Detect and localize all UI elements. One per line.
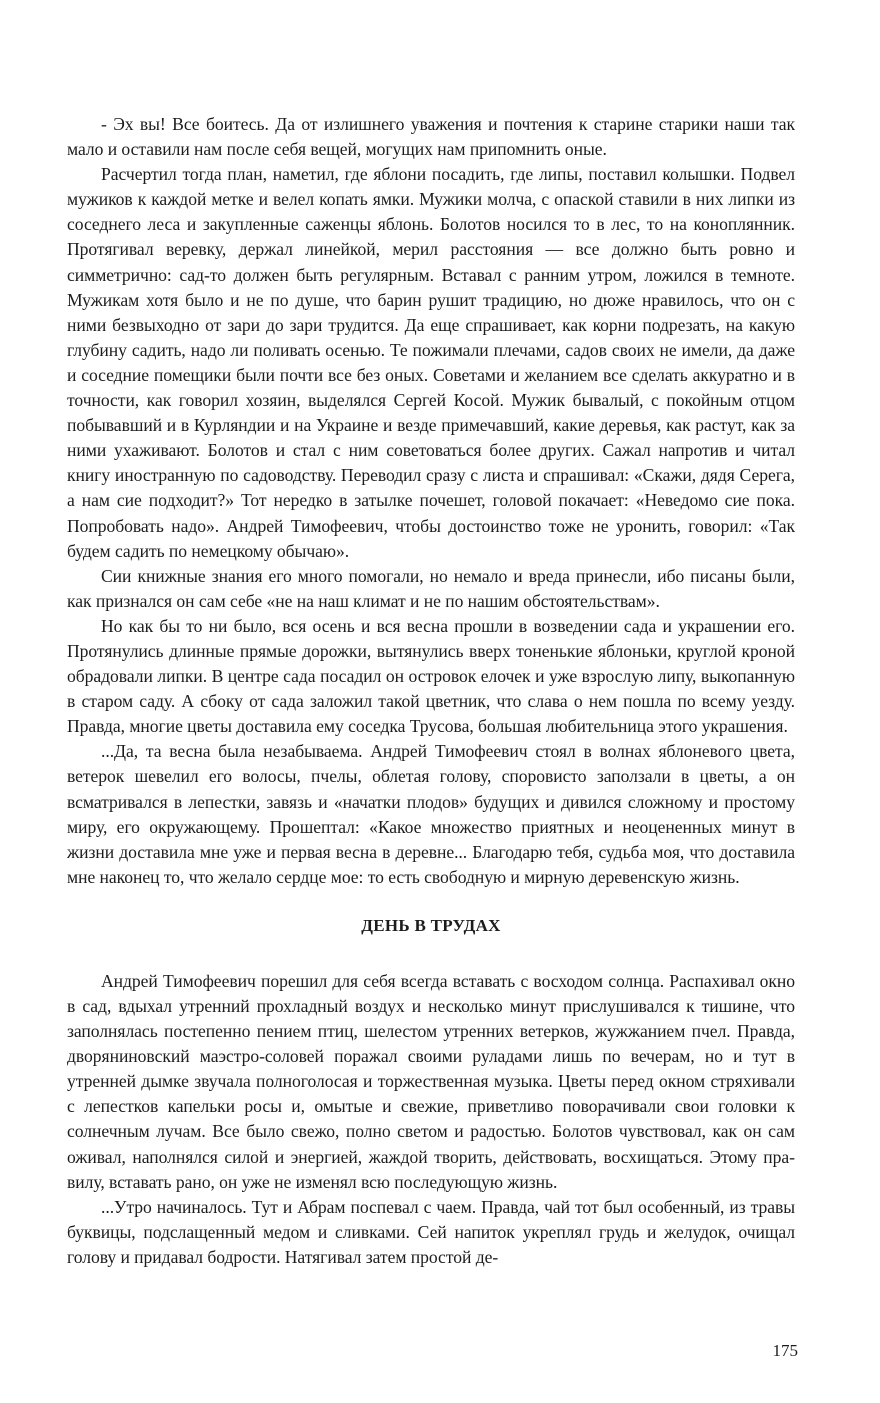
paragraph: Сии книжные знания его много помогали, но немало и вреда принесли, ибо писаны были, как признался он сам себе «не на наш климат и не по нашим обстоятельствам». (67, 565, 795, 611)
paragraph: ...Утро начиналось. Тут и Абрам поспевал с чаем. Правда, чай тот был особенный, из травы буквицы, подслащенный медом и сливками. Сей напиток укреплял грудь и желудок, очищал голову и придавал бодрости. Натягивал затем простой де- (67, 1196, 795, 1267)
paragraph: Расчертил тогда план, наметил, где яблони посадить, где липы, поставил колышки. Подвел мужиков к каждой метке и велел копать ямки. Мужики молча, с опаской ставили в них липки из соседнего леса и закупленные саженцы яблонь. Болотов носился то в лес, то на коноплянник. Протягивал веревку, держал линейкой, мерил расстояния — все должно быть ровно и симметрично: сад-то должен быть регулярным. Вставал с ранним утром, ложился в темноте. Мужикам хотя было и не по душе, что барин рушит традицию, но дюже нравилось, что он с ними безвыходно от зари до зари трудится. Да еще спрашивает, как корни подрезать, на какую глубину садить, надо ли поливать осенью. Те пожимали плечами, садов своих не имели, да даже и соседние помещики были почти все без оных. Советами и желанием все сделать аккуратно и в точности, как говорил хозяин, выделялся Сергей Косой. Мужик бывалый, с покойным отцом побывавший и в Курляндии и на Украине и везде примечавший, какие деревья, как растут, как за ними ухаживают. Болотов и стал с ним советоваться более других. Сажал напротив и читал книгу иностранную по садоводству. Переводил сразу с листа и спрашивал: «Скажи, дядя Серега, а нам сие подходит?» Тот нередко в затылке почешет, головой покачает: «Неведомо сие пока. Попробовать надо». Андрей Тимофеевич, чтобы достоинство тоже не уронить, говорил: «Так будем садить по немецкому обычаю». (67, 164, 795, 561)
page-number: 175 (772, 1341, 798, 1360)
section-heading: ДЕНЬ В ТРУДАХ (361, 915, 501, 935)
paragraph: Андрей Тимофеевич порешил для себя всегда вставать с восходом солнца. Распахивал окно в сад, вдыхал утренний прохладный воздух и несколько минут прислушивался к тишине, что заполнялась постепенно пением птиц, шелестом утренних ветерков, жужжанием пчел. Правда, дворяниновский маэстро-соловей поражал своими руладами лишь по вечерам, но и тут в утренней дымке звучала полноголосая и торжественная музыка. Цветы перед окном стряхивали с лепестков капельки росы и, омытые и свежие, приветливо поворачивали свои головки к солнечным лучам. Все было свежо, полно светом и радостью. Болотов чувствовал, как он сам оживал, наполнялся силой и энергией, жаждой творить, действовать, восхищаться. Этому правилу, вставать рано, он уже не изменял всю последующую жизнь. (67, 970, 795, 1192)
paragraph: Но как бы то ни было, вся осень и вся весна прошли в возведении сада и украшении его. Протянулись длинные прямые дорожки, вытянулись вверх тоненькие яблоньки, круглой кроной обрадовали липки. В центре сада посадил он островок елочек и уже взрослую липу, выкопанную в старом саду. А сбоку от сада заложил такой цветник, что слава о нем пошла по всему уезду. Правда, многие цветы доставила ему соседка Трусова, большая любительница этого украшения. (67, 615, 795, 737)
paragraph: - Эх вы! Все боитесь. Да от излишнего уважения и почтения к старине старики наши так мало и оставили нам после себя вещей, могущих нам припомнить оные. (67, 114, 795, 160)
paragraph: ...Да, та весна была незабываема. Андрей Тимофеевич стоял в волнах яблоневого цвета, ветерок шевелил его волосы, пчелы, облетая голову, споровисто заползали в цветы, а он всматривался в лепестки, завязь и «начатки плодов» будущих и дивился сложному и простому миру, его окружающему. Прошептал: «Какое множество приятных и неоцененных минут в жизни доставила мне уже и первая весна в деревне... Благодарю тебя, судьба моя, что доставила мне наконец то, что желало сердце мое: то есть свободную и мирную деревенскую жизнь. (67, 741, 795, 887)
book-page (67, 112, 795, 1270)
